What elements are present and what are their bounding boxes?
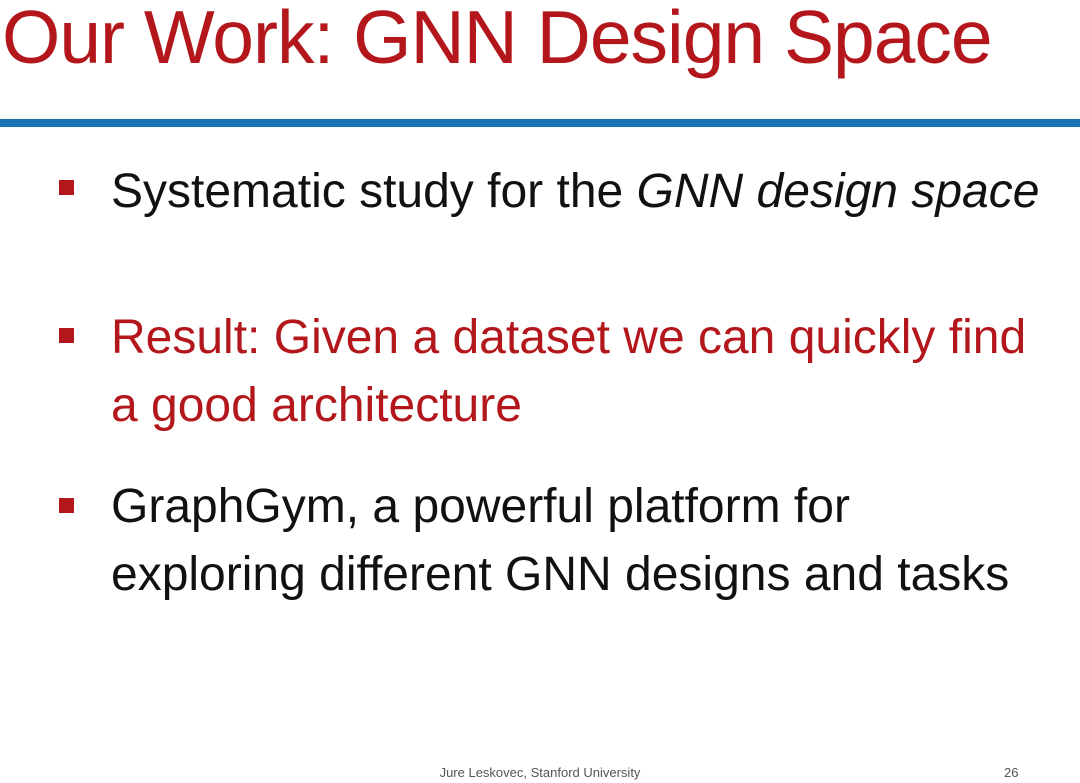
bullet-plain-text: , a powerful platform for exploring different GNN designs and tasks	[111, 480, 1010, 601]
bullet-text	[111, 158, 1051, 226]
footer-credit: Jure Leskovec, Stanford University	[439, 765, 641, 780]
bullet-text	[111, 473, 1051, 609]
bullet-square-icon	[59, 328, 74, 343]
bullet-plain-text: Systematic study for the	[111, 165, 637, 218]
bullet-lead: GraphGym	[111, 480, 346, 533]
bullet-square-icon	[59, 180, 74, 195]
title-divider	[0, 119, 1080, 127]
bullet-plain-text: Given a dataset we can quickly find a good architecture	[111, 311, 1027, 432]
page-number: 26	[1004, 765, 1019, 780]
bullet-text	[111, 304, 1051, 440]
slide-title: Our Work: GNN Design Space	[2, 0, 992, 79]
bullet-lead: Result:	[111, 311, 261, 364]
bullet-emphasis: GNN design space	[636, 165, 1040, 218]
bullet-square-icon	[59, 498, 74, 513]
